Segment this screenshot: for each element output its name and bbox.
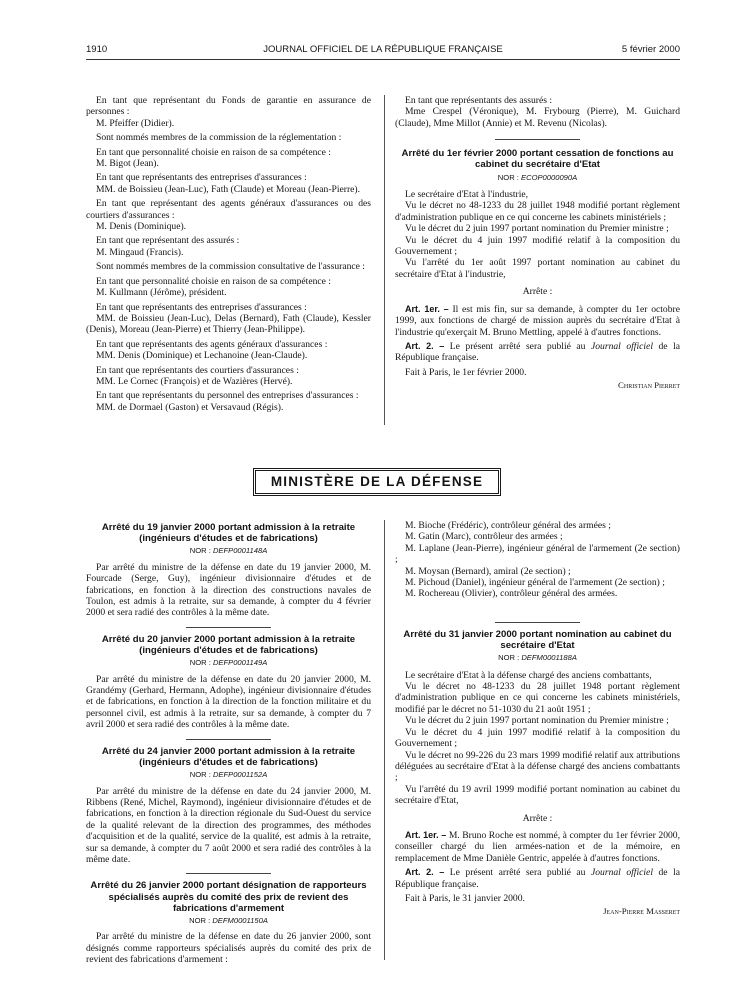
paragraph: M. Bigot (Jean).: [96, 158, 159, 170]
paragraph: M. Mingaud (Francis).: [96, 246, 184, 258]
ministry-title: MINISTÈRE DE LA DÉFENSE: [253, 468, 501, 496]
arrete-label: Arrête :: [522, 812, 553, 824]
nor-reference: NOR : DEFP0001152A: [189, 770, 268, 780]
paragraph: Vu le décret du 2 juin 1997 portant nomination du Premier ministre ;: [405, 223, 669, 235]
paragraph: Sont nommés membres de la commission de la réglementation :: [96, 132, 342, 144]
decree-title: Arrêté du 31 janvier 2000 portant nomination au cabinet du secrétaire d'Etat: [403, 628, 672, 652]
paragraph: Vu le décret no 99-226 du 23 mars 1999 modifié relatif aux attributions déléguées au secrétaire d'Etat à la défense chargé des anciens combattants ;: [395, 749, 680, 784]
section-divider: [186, 873, 272, 874]
signature-place-date: Fait à Paris, le 1er février 2000.: [405, 366, 527, 378]
signature: Jean-Pierre Masseret: [603, 906, 680, 917]
paragraph: MM. de Dormael (Gaston) et Versavaud (Régis).: [96, 401, 284, 413]
decree-title: Arrêté du 20 janvier 2000 portant admission à la retraite (ingénieurs d'études et de fabrications): [101, 633, 356, 657]
bottom-left-column: [86, 520, 371, 966]
paragraph: Vu l'arrêté du 1er août 1997 portant nomination au cabinet du secrétaire d'Etat à l'industrie,: [395, 257, 680, 280]
paragraph: En tant que représentants des entreprises d'assurances :: [96, 172, 307, 184]
nor-reference: NOR : DEFM0001150A: [189, 915, 268, 925]
nor-reference: NOR : DEFM0001188A: [498, 653, 577, 663]
column-divider: [384, 520, 385, 960]
paragraph: Mme Crespel (Véronique), M. Frybourg (Pierre), M. Guichard (Claude), Mme Millot (Annie) et M. Revenu (Nicolas).: [395, 106, 680, 129]
paragraph: M. Denis (Dominique).: [96, 221, 187, 233]
section-divider: [186, 627, 272, 628]
page-number: 1910: [86, 44, 108, 55]
paragraph: Le secrétaire d'Etat à l'industrie,: [405, 189, 529, 201]
paragraph: Par arrêté du ministre de la défense en date du 26 janvier 2000, sont désignés comme rapporteurs spécialisés auprès du comité des prix de revient des fabrications d'armement :: [86, 931, 371, 966]
nor-reference: NOR : DEFP0001149A: [189, 658, 268, 668]
decree-title: Arrêté du 24 janvier 2000 portant admission à la retraite (ingénieurs d'études et de fabrications): [101, 745, 356, 768]
paragraph: Sont nommés membres de la commission consultative de l'assurance :: [96, 261, 365, 273]
decree-title: Arrêté du 19 janvier 2000 portant admission à la retraite (ingénieurs d'études et de fabrications): [101, 522, 356, 545]
paragraph: Vu le décret no 48-1233 du 28 juillet 1948 modifié portant règlement d'administration publique en ce qui concerne les cabinets ministériels ;: [395, 200, 680, 223]
page-header: [86, 44, 680, 58]
paragraph: En tant que représentants des assurés :: [405, 95, 553, 106]
paragraph: Vu le décret du 4 juin 1997 modifié relatif à la composition du Gouvernement ;: [395, 726, 680, 750]
paragraph: En tant que personnalité choisie en raison de sa compétence :: [96, 146, 331, 158]
top-right-column: [395, 95, 680, 392]
paragraph: Vu le décret du 4 juin 1997 modifié relatif à la composition du Gouvernement ;: [395, 234, 680, 258]
paragraph: En tant que personnalité choisie en raison de sa compétence :: [96, 275, 331, 287]
paragraph: En tant que représentant des agents généraux d'assurances ou des courtiers d'assurances :: [86, 198, 371, 221]
paragraph: En tant que représentants des agents généraux d'assurances :: [96, 338, 328, 350]
section-divider: [495, 622, 581, 623]
signature-place-date: Fait à Paris, le 31 janvier 2000.: [405, 892, 525, 904]
column-divider: [384, 95, 385, 425]
decree-title: Arrêté du 1er février 2000 portant cessation de fonctions au cabinet du secrétaire d'Etat: [401, 148, 674, 171]
paragraph: En tant que représentants des courtiers d'assurances :: [96, 364, 299, 376]
article-2: Art. 2. – Le présent arrêté sera publié au Journal officiel de la République française.: [395, 340, 680, 364]
article-2: Art. 2. – Le présent arrêté sera publié au Journal officiel de la République française.: [395, 867, 680, 890]
paragraph: MM. Le Cornec (François) et de Wazières (Hervé).: [96, 375, 293, 387]
paragraph: M. Pfeiffer (Didier).: [96, 117, 175, 129]
bottom-right-column: [395, 520, 680, 918]
article-1: Art. 1er. – Il est mis fin, sur sa demande, à compter du 1er octobre 1999, aux fonctions de chargé de mission auprès du secrétaire d'Etat à l'industrie qu'exerçait M. Bruno Mettling, appelé à d'autres fonctions.: [395, 303, 680, 338]
paragraph: MM. de Boissieu (Jean-Luc), Delas (Bernard), Fath (Claude), Kessler (Denis), Moreau (Jean-Pierre) et Thierry (Jean-Philippe).: [86, 312, 371, 336]
nor-reference: NOR : DEFP0001148A: [189, 546, 268, 556]
paragraph: En tant que représentants du personnel des entreprises d'assurances :: [96, 390, 359, 402]
paragraph: En tant que représentants des entreprises d'assurances :: [96, 301, 307, 313]
header-rule: [86, 59, 680, 60]
journal-title: JOURNAL OFFICIEL DE LA RÉPUBLIQUE FRANÇAISE: [263, 44, 503, 55]
nor-reference: NOR : ECOP0000090A: [497, 172, 578, 182]
paragraph: Par arrêté du ministre de la défense en date du 20 janvier 2000, M. Grandémy (Gerhard, Hermann, Adophe), ingénieur divisionnaire d'études et de fabrications, en fonction à la direction de la fonction militaire et du personnel civil, est admis à la retraite, sur sa demande, à compter du 7 avril 2000 et sera radié des contrôles à la même date.: [86, 673, 371, 731]
paragraph: En tant que représentant du Fonds de garantie en assurance de personnes :: [86, 95, 371, 118]
list-item: M. Laplane (Jean-Pierre), ingénieur général de l'armement (2e section) ;: [395, 542, 680, 566]
arrete-label: Arrête :: [522, 286, 553, 298]
paragraph: MM. Denis (Dominique) et Lechanoine (Jean-Claude).: [96, 350, 308, 362]
list-item: M. Moysan (Bernard), amiral (2e section) ;: [405, 565, 571, 577]
list-item: M. Pichoud (Daniel), ingénieur général de l'armement (2e section) ;: [405, 577, 665, 589]
list-item: M. Rochereau (Olivier), contrôleur général des armées.: [405, 588, 618, 600]
decree-title: Arrêté du 26 janvier 2000 portant désignation de rapporteurs spécialisés auprès du comité des prix de revient des fabrications d'armement: [90, 880, 367, 914]
paragraph: Vu le décret no 48-1233 du 28 juillet 1948 portant règlement d'administration publique en ce qui concerne les cabinets ministériels, modifié par le décret no 51-1030 du 21 août 1951 ;: [395, 681, 680, 715]
top-left-column: [86, 95, 371, 413]
issue-date: 5 février 2000: [621, 44, 680, 55]
list-item: M. Bioche (Frédéric), contrôleur général des armées ;: [405, 520, 611, 531]
paragraph: Le secrétaire d'Etat à la défense chargé des anciens combattants,: [405, 669, 652, 681]
section-divider: [495, 139, 581, 140]
paragraph: Par arrêté du ministre de la défense en date du 19 janvier 2000, M. Fourcade (Serge, Guy), ingénieur divisionnaire d'études et de fabrications, en fonction à la direction des constructions navales de Toulon, est admis à la retraite, sur sa demande, à compter du 4 février 2000 et sera radié des contrôles à la même date.: [86, 561, 371, 619]
paragraph: M. Kullmann (Jérôme), président.: [96, 287, 227, 299]
paragraph: Vu le décret du 2 juin 1997 portant nomination du Premier ministre ;: [405, 715, 669, 727]
paragraph: Vu l'arrêté du 19 avril 1999 modifié portant nomination au cabinet du secrétaire d'Etat,: [395, 783, 680, 807]
paragraph: Par arrêté du ministre de la défense en date du 24 janvier 2000, M. Ribbens (René, Michel, Raymond), ingénieur divisionnaire d'études et de fabrications, en fonction à la direction régionale du Sud-Ouest du service de la qualité relevant de la direction des programmes, des méthodes d'acquisition et de la qualité, service de la qualité, est admis à la retraite, sur sa demande, à compter du 7 août 2000 et sera radié des contrôles à la même date.: [86, 785, 371, 865]
paragraph: MM. de Boissieu (Jean-Luc), Fath (Claude) et Moreau (Jean-Pierre).: [96, 183, 361, 195]
paragraph: En tant que représentant des assurés :: [96, 235, 240, 247]
signature: Christian Pierret: [618, 380, 680, 391]
list-item: M. Gatin (Marc), contrôleur des armées ;: [405, 531, 563, 543]
article-1: Art. 1er. – M. Bruno Roche est nommé, à compter du 1er février 2000, conseiller chargé du lien armées-nation et de la mémoire, en remplacement de Mme Danièle Gentric, appelée à d'autres fonctions.: [395, 829, 680, 864]
section-divider: [186, 739, 272, 740]
